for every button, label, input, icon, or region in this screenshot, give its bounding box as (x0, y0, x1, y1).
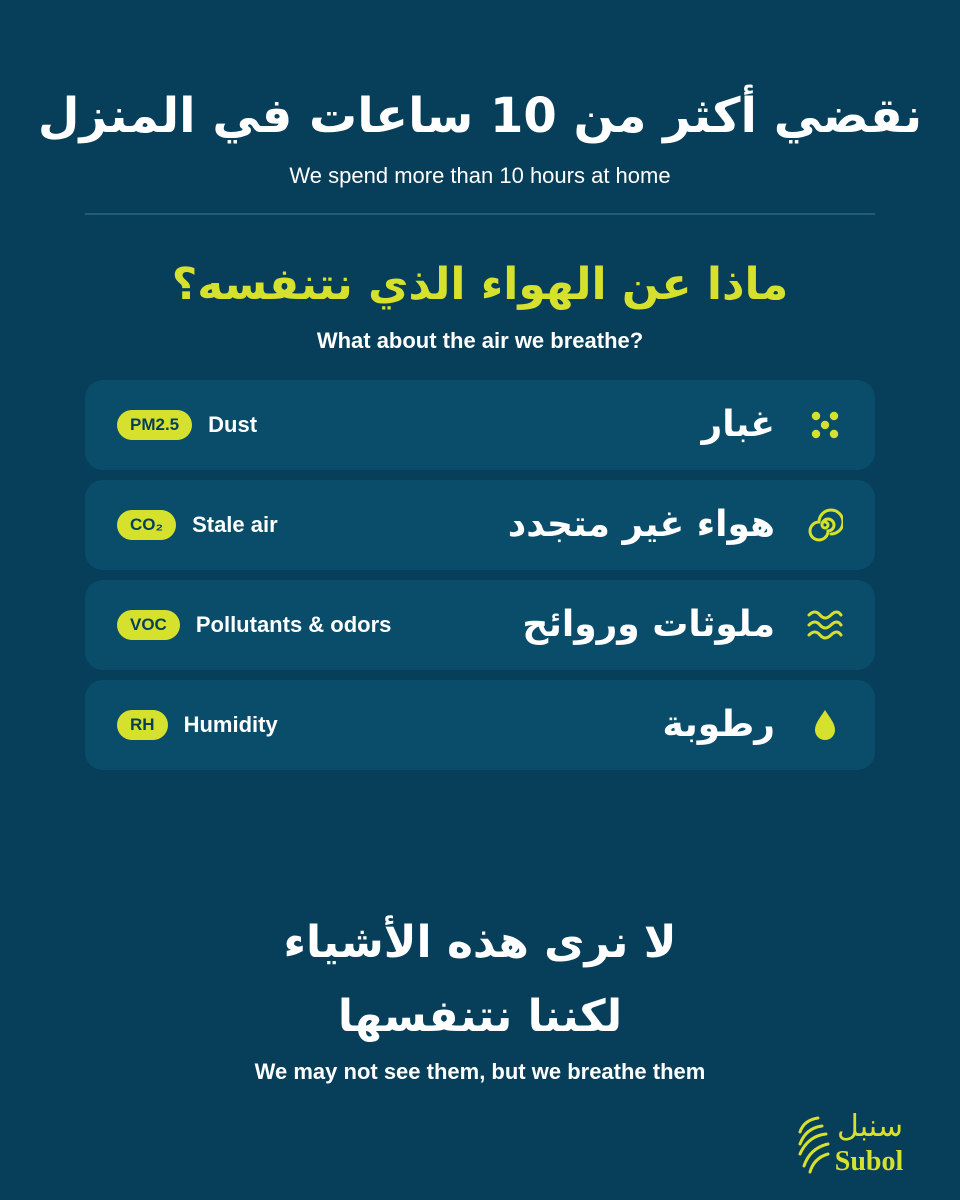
logo-mark-icon (788, 1112, 832, 1176)
item-card-dust (85, 380, 875, 470)
item-label-english: Stale air (192, 512, 278, 537)
logo-text-arabic: سنبل (837, 1109, 903, 1144)
dust-particles-icon (807, 407, 843, 443)
water-drop-icon (807, 707, 843, 743)
closing-heading-line1: لا نرى هذه الأشياء (283, 917, 677, 968)
item-card-pollutants (85, 580, 875, 670)
question-heading-arabic: ماذا عن الهواء الذي نتنفسه؟ (171, 259, 789, 310)
item-label-arabic: رطوبة (662, 704, 775, 745)
item-card-stale-air (85, 480, 875, 570)
item-badge-voc: VOC (117, 610, 180, 640)
logo-text-english: Subol (834, 1146, 904, 1177)
item-card-humidity (85, 680, 875, 770)
closing-text-english: We may not see them, but we breathe them (254, 1059, 706, 1084)
item-badge-co2: CO₂ (117, 510, 176, 540)
item-label-english: Pollutants & odors (195, 612, 392, 637)
brand-logo (784, 1108, 914, 1180)
item-label-arabic: ملوثات وروائح (522, 604, 775, 645)
closing-heading-line2: لكننا نتنفسها (337, 991, 623, 1042)
divider (85, 213, 875, 215)
item-label-arabic: هواء غير متجدد (507, 504, 775, 545)
page-title-arabic: نقضي أكثر من 10 ساعات في المنزل (37, 88, 923, 144)
item-label-arabic: غبار (701, 404, 775, 445)
question-heading-english: What about the air we breathe? (316, 328, 644, 353)
item-badge-pm25: PM2.5 (117, 410, 192, 440)
item-badge-rh: RH (117, 710, 168, 740)
item-label-english: Dust (208, 412, 258, 437)
item-label-english: Humidity (183, 712, 278, 737)
spiral-icon (807, 507, 843, 543)
page-title-english: We spend more than 10 hours at home (289, 163, 671, 188)
waves-icon (807, 607, 843, 643)
